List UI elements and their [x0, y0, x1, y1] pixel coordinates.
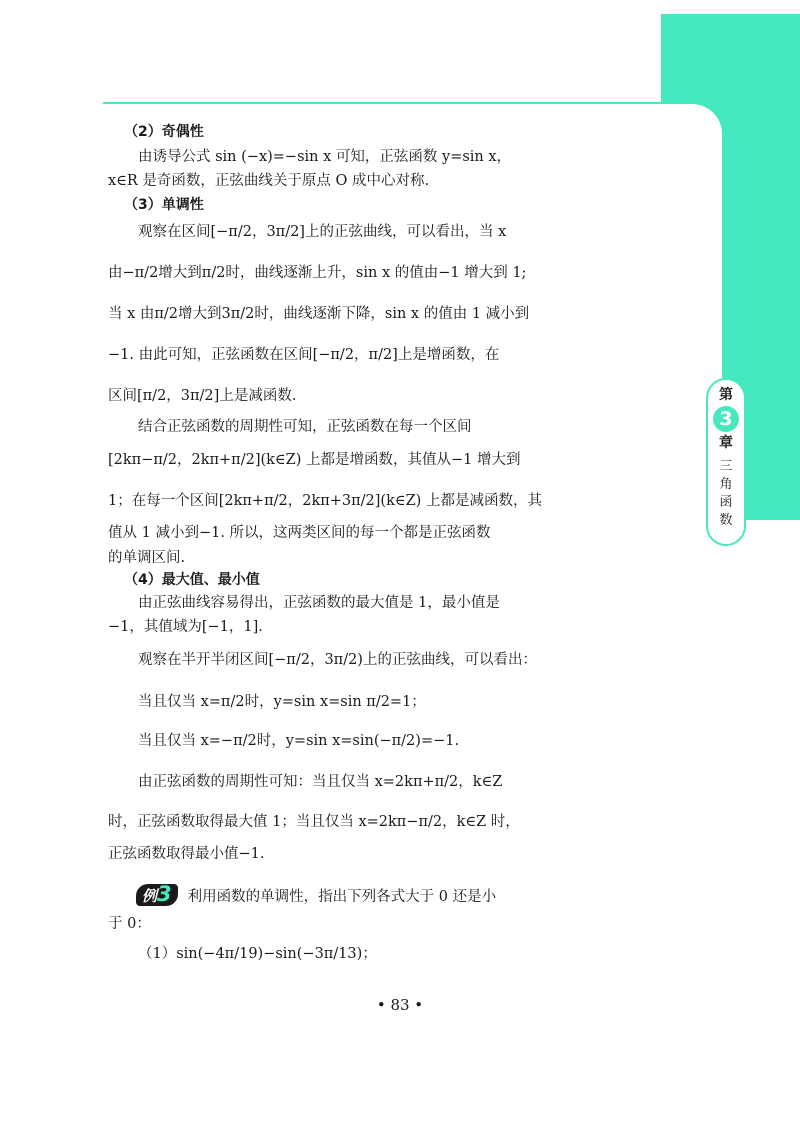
text-line: −1. 由此可知，正弦函数在区间[−π/2，π/2]上是增函数，在: [108, 347, 500, 363]
text-line: 正弦函数取得最小值−1.: [108, 846, 265, 862]
chapter-number: 3: [713, 406, 739, 432]
heading-monotonicity: （3）单调性: [124, 197, 204, 213]
text-line: 结合正弦函数的周期性可知，正弦函数在每一个区间: [138, 419, 472, 435]
text-line: x∈R 是奇函数，正弦曲线关于原点 O 成中心对称.: [108, 173, 430, 189]
text-line: 观察在半开半闭区间[−π/2，3π/2)上的正弦曲线，可以看出：: [138, 652, 537, 668]
text-line: 当 x 由π/2增大到3π/2时，曲线逐渐下降，sin x 的值由 1 减小到: [108, 306, 530, 322]
text-line: 观察在区间[−π/2，3π/2]上的正弦曲线，可以看出，当 x: [138, 224, 507, 240]
heading-parity: （2）奇偶性: [124, 124, 204, 140]
example-line: [136, 884, 496, 907]
chapter-prefix: 第: [719, 387, 733, 403]
heading-max-min: （4）最大值、最小值: [124, 572, 260, 588]
chapter-title: 三角函数: [719, 459, 733, 528]
text-line: −1，其值域为[−1，1].: [108, 619, 263, 635]
text-line: 当且仅当 x=−π/2时，y=sin x=sin(−π/2)=−1.: [138, 733, 460, 749]
example-text: 利用函数的单调性，指出下列各式大于 0 还是小: [187, 889, 497, 905]
text-line: 区间[π/2，3π/2]上是减函数.: [108, 388, 297, 404]
text-line: 由−π/2增大到π/2时，曲线逐渐上升，sin x 的值由−1 增大到 1;: [108, 265, 527, 281]
page-corner-curve: [540, 104, 722, 544]
chapter-tab: [706, 378, 746, 546]
text-line: （1）sin(−4π/19)−sin(−3π/13)；: [138, 946, 377, 962]
text-line: 由正弦函数的周期性可知：当且仅当 x=2kπ+π/2，k∈Z: [138, 774, 503, 790]
text-line: 值从 1 减小到−1. 所以，这两类区间的每一个都是正弦函数: [108, 525, 491, 541]
text-line: 由诱导公式 sin (−x)=−sin x 可知，正弦函数 y=sin x，: [138, 149, 512, 165]
text-line: 时，正弦函数取得最大值 1；当且仅当 x=2kπ−π/2，k∈Z 时，: [108, 814, 520, 830]
example-badge: [136, 884, 178, 906]
example-label: 例: [142, 887, 158, 905]
text-line: 当且仅当 x=π/2时，y=sin x=sin π/2=1；: [138, 694, 426, 710]
header-rule: [103, 102, 663, 104]
text-line: 1；在每一个区间[2kπ+π/2，2kπ+3π/2](k∈Z) 上都是减函数，其: [108, 493, 542, 509]
text-line: 于 0：: [108, 916, 151, 932]
chapter-suffix: 章: [719, 435, 733, 451]
text-line: [2kπ−π/2，2kπ+π/2](k∈Z) 上都是增函数，其值从−1 增大到: [108, 452, 521, 468]
text-line: 的单调区间.: [108, 550, 186, 566]
example-number: 3: [157, 882, 172, 906]
page-number: • 83 •: [376, 996, 424, 1014]
text-line: 由正弦曲线容易得出，正弦函数的最大值是 1，最小值是: [138, 595, 500, 611]
